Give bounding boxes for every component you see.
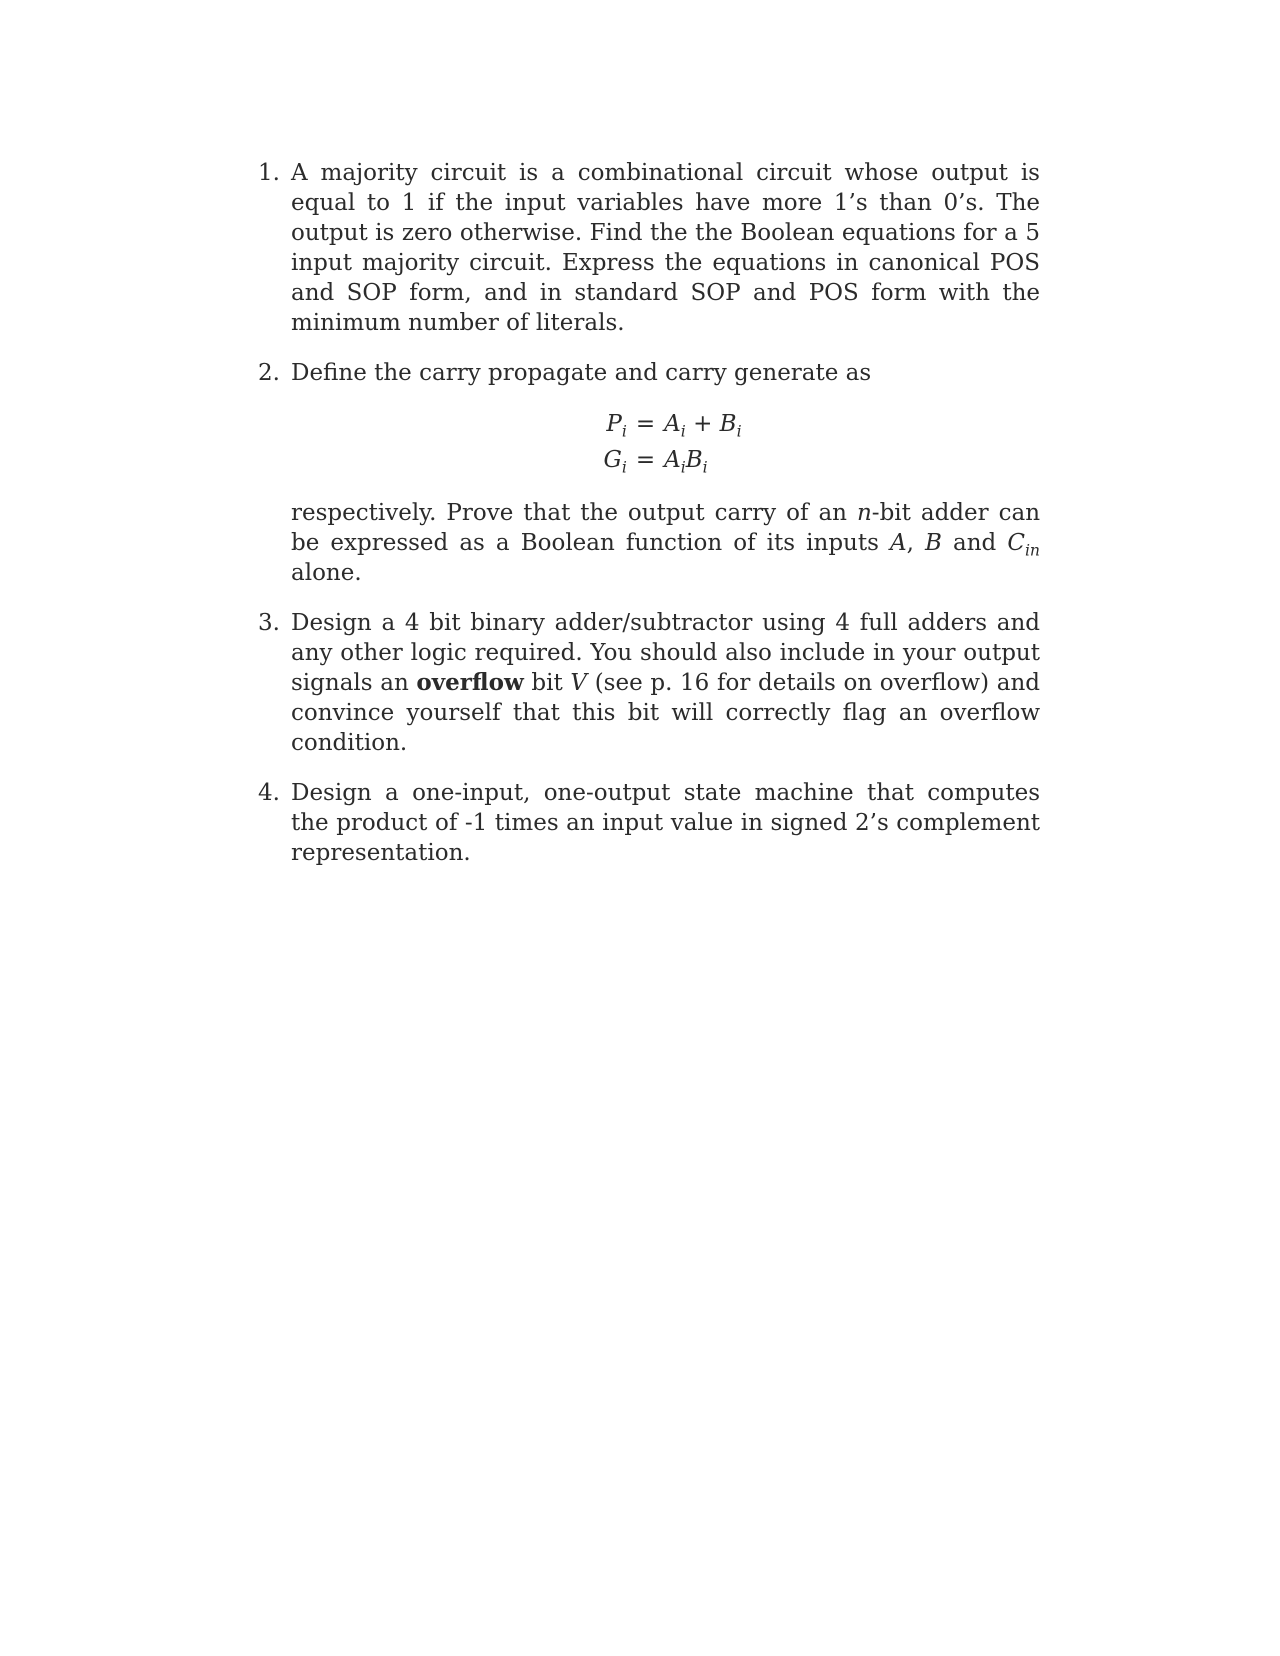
problem-number: 2. <box>258 360 280 386</box>
eq-lhs-sub: i <box>621 457 627 477</box>
equation-generate <box>575 442 756 478</box>
eq-rhs-var-b: B <box>685 447 703 473</box>
var-c-sub: in <box>1024 540 1040 560</box>
problem-text: Design a 4 bit binary adder/subtractor using 4 full adders and any other logic required. You should also include in your output signals an overflow bit V (see p. 16 for details on overflow) and convince yourself that this bit will correctly flag an overflow condition. <box>291 610 1040 756</box>
problem-2 <box>258 358 1040 588</box>
var-n: n <box>856 500 872 526</box>
eq-rhs-sub-b: i <box>702 457 708 477</box>
problem-list <box>258 158 1040 888</box>
equation-block <box>291 406 1040 478</box>
problem-text: respectively. Prove that the output carry of an n-bit adder can be expressed as a Boolean function of its inputs A, B and $C_{in}$ alone. <box>291 500 1041 586</box>
eq-rhs-var-a: A <box>664 411 681 437</box>
problem-number: 1. <box>258 160 280 186</box>
eq-lhs-sub: i <box>621 421 627 441</box>
equation-propagate <box>575 406 756 442</box>
var-a: A <box>890 530 907 556</box>
problem-text: Design a one-input, one-output state machine that computes the product of -1 times an input value in signed 2’s complement representation. <box>291 780 1040 866</box>
var-c: C <box>1007 530 1025 556</box>
eq-rhs-sub-a: i <box>680 457 686 477</box>
bold-term-overflow: overflow <box>416 669 524 696</box>
var-v: V <box>570 670 588 696</box>
eq-rhs-var-a: A <box>664 447 681 473</box>
problem-1 <box>258 158 1040 338</box>
eq-operator: = <box>635 447 656 473</box>
eq-lhs-var: G <box>603 447 622 473</box>
problem-text: A majority circuit is a combinational circuit whose output is equal to 1 if the input variables have more 1’s than 0’s. The output is zero otherwise. Find the the Boolean equations for a 5 input majority circuit. Express the equations in canonical POS and SOP form, and in standard SOP and POS form with the minimum number of literals. <box>291 160 1040 336</box>
eq-operator: = <box>635 411 656 437</box>
problem-intro: Define the carry propagate and carry generate as <box>291 360 872 386</box>
eq-rhs-sub-b: i <box>736 421 742 441</box>
eq-lhs-var: P <box>606 411 622 437</box>
problem-number: 3. <box>258 610 280 636</box>
problem-4 <box>258 778 1040 868</box>
eq-rhs-sub-a: i <box>680 421 686 441</box>
var-b: B <box>925 530 942 556</box>
eq-rhs-plus: + <box>685 411 720 437</box>
problem-number: 4. <box>258 780 280 806</box>
eq-rhs-var-b: B <box>719 411 737 437</box>
problem-3 <box>258 608 1040 758</box>
